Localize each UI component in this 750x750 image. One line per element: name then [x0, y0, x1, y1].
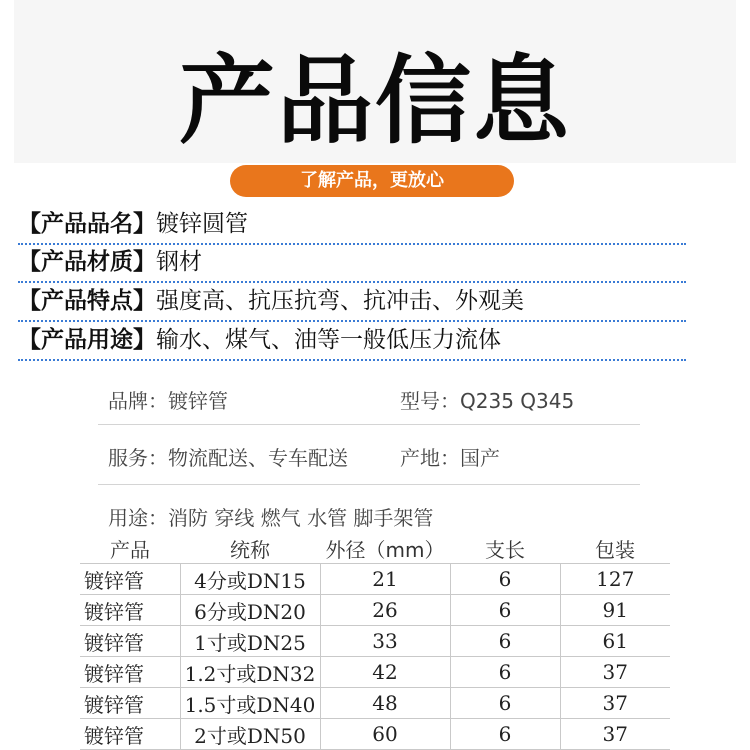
spec-label: 【产品材质】 — [18, 249, 156, 275]
subtitle-pill: 了解产品，更放心 — [230, 165, 514, 197]
page-title: 产品信息 — [179, 45, 571, 157]
info-origin: 产地：国产 — [400, 446, 500, 470]
table-cell: 6 — [450, 626, 560, 657]
table-cell: 37 — [560, 688, 670, 719]
info-service: 服务：物流配送、专车配送 — [108, 446, 348, 470]
info-usage: 用途：消防 穿线 燃气 水管 脚手架管 — [108, 506, 434, 530]
table-row — [80, 595, 670, 626]
spec-table — [80, 533, 670, 750]
spec-label: 【产品品名】 — [18, 211, 156, 237]
table-cell: 21 — [320, 564, 450, 595]
table-cell: 1.5寸或DN40 — [180, 688, 320, 719]
table-cell: 91 — [560, 595, 670, 626]
table-row — [80, 688, 670, 719]
spec-label: 【产品用途】 — [18, 327, 156, 353]
table-cell: 61 — [560, 626, 670, 657]
table-cell: 4分或DN15 — [180, 564, 320, 595]
table-cell: 6 — [450, 688, 560, 719]
table-cell: 6 — [450, 595, 560, 626]
table-header: 统称 — [230, 537, 270, 562]
table-row — [80, 657, 670, 688]
table-row — [80, 719, 670, 750]
info-brand: 品牌：镀锌管 — [108, 389, 228, 413]
spec-row-usage — [18, 321, 686, 361]
table-header: 产品 — [110, 537, 150, 562]
table-cell: 37 — [560, 657, 670, 688]
spec-value: 镀锌圆管 — [156, 211, 248, 237]
table-cell: 37 — [560, 719, 670, 750]
table-header: 外径（mm） — [325, 537, 445, 562]
table-header: 支长 — [485, 537, 525, 562]
table-cell: 镀锌管 — [80, 564, 180, 595]
table-cell: 镀锌管 — [80, 688, 180, 719]
table-cell: 6 — [450, 719, 560, 750]
info-model: 型号：Q235 Q345 — [400, 389, 575, 413]
spec-label: 【产品特点】 — [18, 288, 156, 314]
table-cell: 127 — [560, 564, 670, 595]
table-cell: 6 — [450, 657, 560, 688]
table-cell: 6 — [450, 564, 560, 595]
info-divider — [98, 484, 640, 485]
table-cell: 26 — [320, 595, 450, 626]
table-row — [80, 626, 670, 657]
table-cell: 1.2寸或DN32 — [180, 657, 320, 688]
table-row — [80, 564, 670, 595]
table-cell: 镀锌管 — [80, 657, 180, 688]
table-cell: 镀锌管 — [80, 595, 180, 626]
table-cell: 33 — [320, 626, 450, 657]
spec-row-material — [18, 243, 686, 283]
spec-value: 钢材 — [156, 249, 202, 275]
table-cell: 60 — [320, 719, 450, 750]
table-cell: 6分或DN20 — [180, 595, 320, 626]
table-cell: 镀锌管 — [80, 719, 180, 750]
table-cell: 48 — [320, 688, 450, 719]
spec-value: 强度高、抗压抗弯、抗冲击、外观美 — [156, 288, 524, 314]
spec-value: 输水、煤气、油等一般低压力流体 — [156, 327, 501, 353]
spec-row-features — [18, 282, 686, 322]
table-cell: 42 — [320, 657, 450, 688]
table-header: 包装 — [595, 537, 635, 562]
info-divider — [98, 424, 640, 425]
table-cell: 镀锌管 — [80, 626, 180, 657]
table-cell: 1寸或DN25 — [180, 626, 320, 657]
table-header-row — [80, 533, 670, 564]
spec-row-name — [18, 205, 686, 245]
table-cell: 2寸或DN50 — [180, 719, 320, 750]
